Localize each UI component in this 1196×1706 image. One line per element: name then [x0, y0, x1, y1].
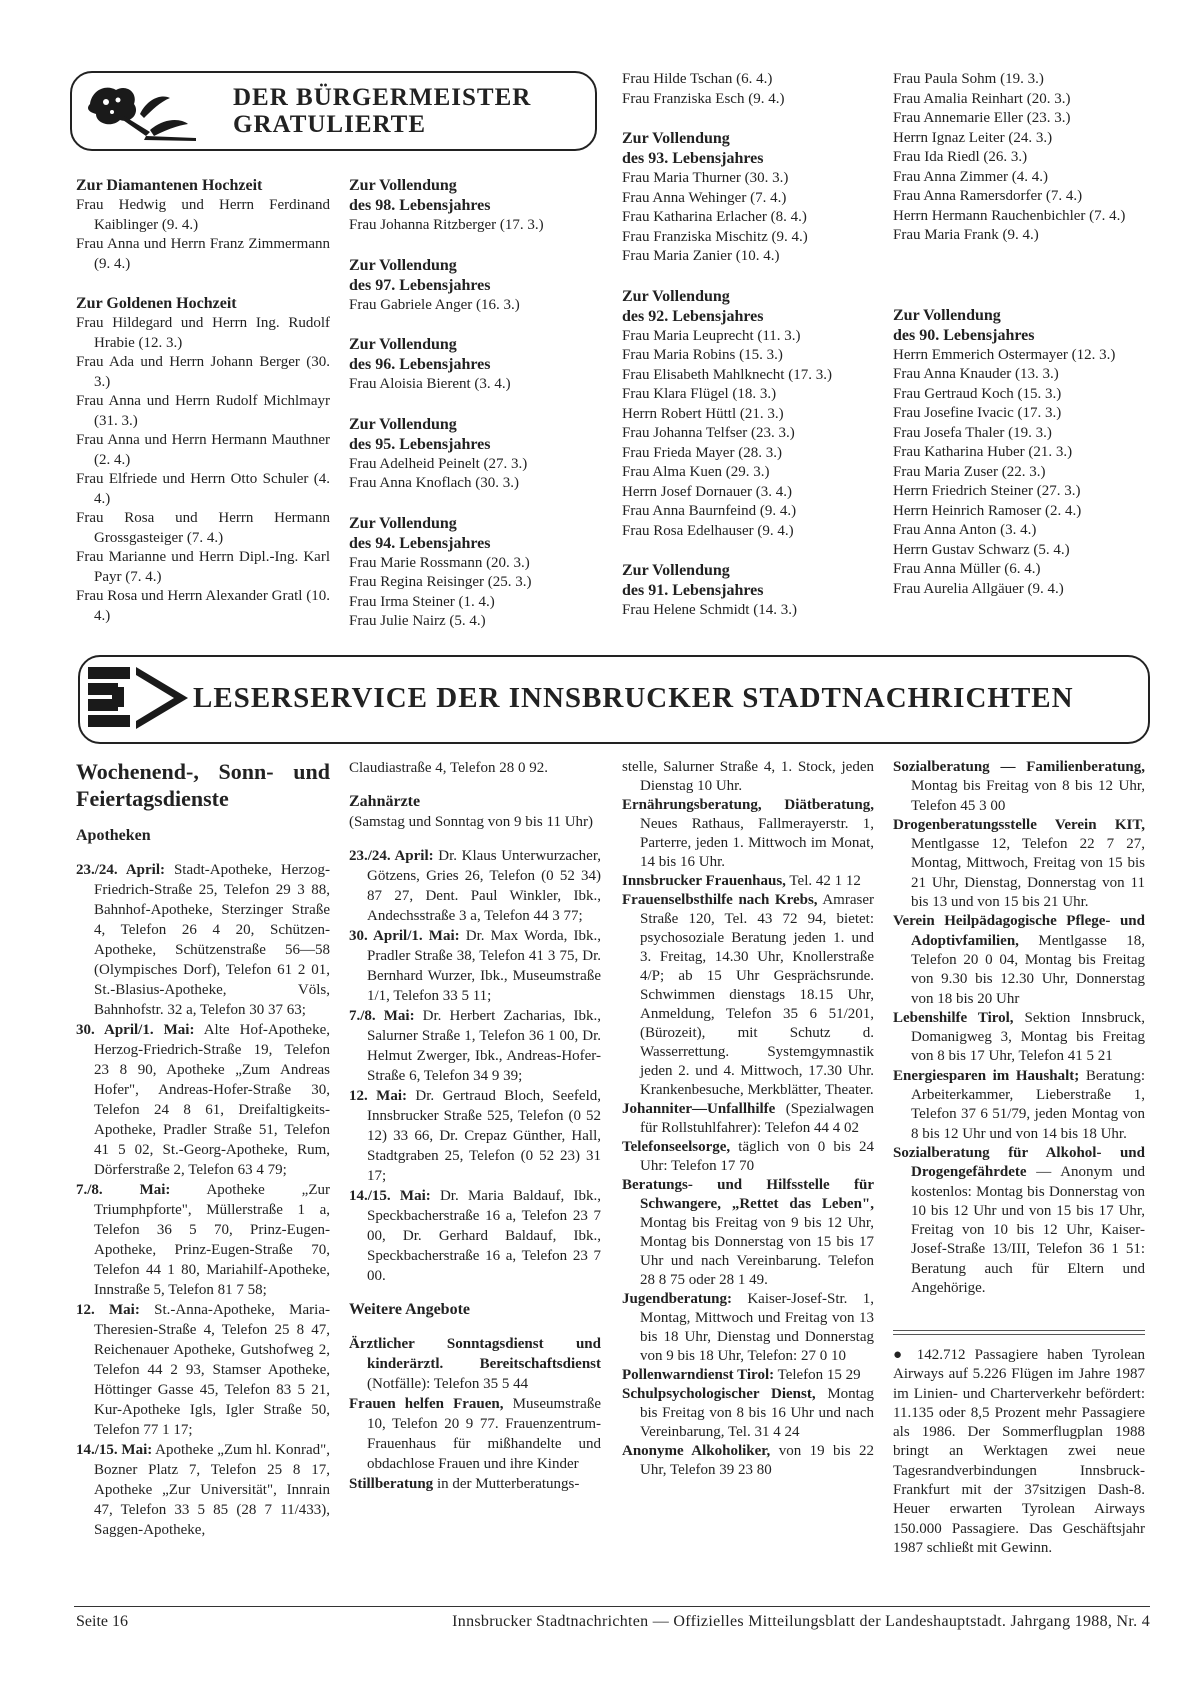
list-item: Frau Aurelia Allgäuer (9. 4.) [893, 580, 1064, 597]
section-heading: des 93. Lebensjahres [622, 150, 764, 167]
column-counselling [622, 758, 874, 1480]
service-entry [76, 860, 330, 1020]
service-entry [76, 1300, 330, 1440]
list-item: Frau Ida Riedl (26. 3.) [893, 149, 1028, 165]
list-item: Herrn Hermann Rauchenbichler (7. 4.) [893, 207, 1126, 224]
list-item: Herrn Ignaz Leiter (24. 3.) [893, 129, 1053, 146]
section-heading: Zur Vollendung [349, 256, 457, 274]
section-heading: des 90. Lebensjahres [893, 326, 1035, 344]
list-item: Frau Maria Leuprecht (11. 3.) [622, 327, 801, 344]
service-entry [622, 891, 874, 1100]
spacer [349, 1286, 601, 1300]
section-heading: des 98. Lebensjahres [349, 197, 491, 214]
section-heading: Zur Vollendung [349, 336, 457, 353]
entry-lead: Verein Heilpädagogische Pflege- und Adoptivfamilien, [893, 913, 1145, 949]
spacer [76, 274, 330, 294]
service-entry [622, 1100, 874, 1138]
spacer [76, 846, 330, 860]
list-item: Frau Rosa Edelhauser (9. 4.) [622, 522, 794, 539]
entry-text: (Notfälle): Telefon 35 5 44 [367, 1376, 529, 1392]
list-item: Frau Maria Zanier (10. 4.) [622, 248, 780, 264]
list-item: Frau Anna Müller (6. 4.) [893, 561, 1041, 577]
service-entry [349, 926, 601, 1006]
entry-text: Dr. Maria Baldauf, Ibk., Speckbacherstraße 16 a, Telefon 23 7 00, Dr. Gerhard Baldauf, Ibk., Speckbacherstraße 16 a, Telefon 23 7 00. [367, 1188, 601, 1284]
entry-text: Apotheke „Zum hl. Konrad", Bozner Platz 7, Telefon 25 8 17, Apotheke „Zur Universität", Innrain 47, Telefon 33 5 85 (28 7 11/433), Saggen-Apotheke, [94, 1442, 331, 1538]
entry-lead: Stillberatung [349, 1476, 434, 1492]
list-item: Frau Elisabeth Mahlknecht (17. 3.) [622, 366, 832, 383]
section-heading: Zur Vollendung [349, 177, 457, 194]
column-birthdays-98-94 [349, 176, 589, 632]
header-title-line2: GRATULIERTE [233, 111, 427, 138]
section-heading: Zur Vollendung [349, 514, 457, 532]
section-heading: Zur Vollendung [349, 415, 457, 433]
service-entry [349, 846, 601, 926]
column-pharmacies [76, 758, 330, 1540]
entry-lead: Schulpsychologischer Dienst, [622, 1386, 816, 1402]
entry-lead: Telefonseelsorge, [622, 1139, 731, 1155]
entry-text: Stadt-Apotheke, Herzog-Friedrich-Straße 25, Telefon 29 3 88, Bahnhof-Apotheke, Sterzinger Straße 4, Telefon 26 4 20, Schützen-Apotheke, Schützenstraße 56—58 (Olympisches Dorf), Telefon 61 2 01, St.-Blasius-Apotheke, Völs, Bahnhofstr. 32 a, Telefon 30 37 63; [94, 862, 330, 1018]
list-item: Frau Marianne und Herrn Dipl.-Ing. Karl Payr (7. 4.) [76, 549, 330, 585]
entry-text: Museumstraße 10, Telefon 20 9 77. Frauenzentrum-Frauenhaus für mißhandelte und obdachlose Frauen und ihre Kinder [367, 1396, 601, 1472]
list-item: Herrn Gustav Schwarz (5. 4.) [893, 541, 1070, 558]
service-entry [893, 1144, 1145, 1298]
service-entry [622, 1366, 874, 1385]
column-weddings [76, 176, 330, 626]
service-entry [622, 796, 874, 872]
entry-lead: Sozialberatung — Familienberatung, [893, 759, 1145, 775]
entry-lead: Drogenberatungsstelle Verein KIT, [893, 816, 1145, 833]
spacer [76, 812, 330, 826]
entry-lead: 30. April/1. Mai: [349, 928, 460, 944]
entry-lead: Frauenselbsthilfe nach Krebs, [622, 892, 818, 908]
page-section-title: Wochenend-, Sonn- und Feiertagsdienste [76, 759, 330, 811]
entry-text: St.-Anna-Apotheke, Maria-Theresien-Straße 4, Telefon 25 8 47, Reichenauer Apotheke, Gutshofweg 2, Telefon 44 2 93, Stamser Apotheke, Höttinger Gasse 45, Telefon 83 5 21, Kur-Apotheke Igls, Igler Straße 50, Telefon 77 1 17; [94, 1302, 330, 1438]
list-item: Frau Regina Reisinger (25. 3.) [349, 574, 532, 590]
entry-text: — Anonym und kostenlos: Montag bis Donnerstag von 10 bis 12 Uhr und von 15 bis 17 Uhr, Freitag von 10 bis 12 Uhr, Kaiser-Josef-Straße 13/III, Telefon 36 1 51: Beratung auch für Eltern und Angehörige. [911, 1164, 1145, 1297]
list-item: Frau Elfriede und Herrn Otto Schuler (4. 4.) [76, 471, 330, 507]
entry-lead: Ärztlicher Sonntagsdienst und kinderärztl. Bereitschaftsdienst [349, 1336, 601, 1372]
list-item: Herrn Emmerich Ostermayer (12. 3.) [893, 346, 1116, 363]
entry-text: Kaiser-Josef-Str. 1, Montag, Mittwoch und Freitag von 13 bis 18 Uhr, Dienstag und Donnerstag von 9 bis 18 Uhr, Telefon: 27 0 10 [640, 1291, 874, 1364]
list-item: Frau Gertraud Koch (15. 3.) [893, 385, 1062, 402]
entry-lead: Energiesparen im Haushalt; [893, 1067, 1080, 1084]
entry-text: Montag bis Freitag von 8 bis 12 Uhr, Telefon 45 3 00 [911, 778, 1145, 814]
subsection-heading: Apotheken [76, 827, 151, 844]
entry-lead: Sozialberatung für Alkohol- und Drogengefährdete [893, 1144, 1145, 1181]
list-item: Frau Adelheid Peinelt (27. 3.) [349, 455, 528, 472]
entry-lead: Anonyme Alkoholiker, [622, 1443, 771, 1459]
list-item: Frau Rosa und Herrn Hermann Grossgasteiger (7. 4.) [76, 510, 330, 546]
entry-text: Amraser Straße 120, Tel. 43 72 94, bietet: psychosoziale Beratung jeden 1. und 3. Freitag, 14.30 Uhr, Knollerstraße 4/P; ab 15 Uhr Gesprächsrunde. Schwimmen dienstags 18.15 Uhr, Anmeldung, Telefon 35 6 51/201, (Bürozeit), mit Schutz d. Wasserrettung. Systemgymnastik jeden 2. und 4. Mittwoch, 17.30 Uhr. Krankenbesuche, Merkblätter, Theater. [640, 892, 874, 1098]
section-heading: Zur Vollendung [622, 130, 730, 147]
spacer [893, 286, 1149, 306]
list-item: Claudiastraße 4, Telefon 28 0 92. [349, 760, 549, 776]
entry-text: Tel. 42 1 12 [785, 873, 861, 889]
list-item: Frau Ada und Herrn Johann Berger (30. 3.) [76, 354, 330, 390]
list-item: Herrn Heinrich Ramoser (2. 4.) [893, 502, 1082, 519]
list-item: Frau Marie Rossmann (20. 3.) [349, 554, 530, 571]
divider [893, 1330, 1145, 1331]
service-entry [76, 1180, 330, 1300]
list-item: Frau Maria Thurner (30. 3.) [622, 170, 789, 186]
spacer [349, 236, 589, 256]
list-item: Frau Anna und Herrn Hermann Mauthner (2. 4.) [76, 432, 330, 468]
footer-rule [74, 1606, 1150, 1607]
service-entry [349, 1394, 601, 1474]
service-entry [622, 872, 874, 891]
list-item: Frau Amalia Reinhart (20. 3.) [893, 90, 1071, 107]
section-heading: des 96. Lebensjahres [349, 356, 491, 373]
entry-lead: 12. Mai: [76, 1302, 140, 1318]
entry-text: Dr. Herbert Zacharias, Ibk., Salurner Straße 1, Telefon 36 1 00, Dr. Helmut Zwerger, Ibk., Andreas-Hofer-Straße 6, Telefon 34 9 39; [367, 1008, 601, 1084]
section-heading: Zur Vollendung [622, 562, 730, 579]
entry-text: Neues Rathaus, Fallmerayerstr. 1, Parterre, jeden 1. Mittwoch im Monat, 14 bis 16 Uhr. [640, 816, 874, 870]
entry-lead: Jugendberatung: [622, 1291, 733, 1307]
spacer [349, 395, 589, 415]
spacer [349, 315, 589, 335]
entry-text: Dr. Max Worda, Ibk., Pradler Straße 38, Telefon 41 3 75, Dr. Bernhard Wurzer, Ibk., Museumstraße 1/1, Telefon 33 5 11; [367, 928, 601, 1004]
list-item: Frau Maria Frank (9. 4.) [893, 227, 1039, 243]
service-entry [893, 758, 1145, 816]
spacer [349, 832, 601, 846]
news-item-tyrolean [893, 1346, 1145, 1558]
entry-lead: Lebenshilfe Tirol, [893, 1009, 1014, 1026]
list-item: Frau Maria Zuser (22. 3.) [893, 463, 1046, 480]
entry-text: Montag bis Freitag von 9 bis 12 Uhr, Montag bis Donnerstag von 15 bis 17 Uhr und nach Vereinbarung. Telefon 28 8 75 oder 28 1 49. [640, 1215, 874, 1288]
list-item: Frau Anna Wehinger (7. 4.) [622, 189, 787, 206]
section-heading: des 94. Lebensjahres [349, 534, 491, 552]
entry-lead: 14./15. Mai: [349, 1188, 431, 1204]
spacer [622, 109, 872, 129]
spacer [622, 541, 872, 561]
list-item: Frau Annemarie Eller (23. 3.) [893, 110, 1071, 126]
list-item: Frau Josefa Thaler (19. 3.) [893, 424, 1052, 441]
entry-lead: 23./24. April: [76, 862, 165, 878]
service-entry [349, 1186, 601, 1286]
list-item: (Samstag und Sonntag von 9 bis 11 Uhr) [349, 814, 594, 830]
entry-text: Sektion Innsbruck, Domanigweg 3, Montag bis Freitag von 8 bis 17 Uhr, Telefon 41 5 21 [911, 1009, 1145, 1065]
service-entry [349, 1086, 601, 1186]
entry-text: täglich von 0 bis 24 Uhr: Telefon 17 70 [640, 1139, 874, 1174]
service-entry [893, 1009, 1145, 1067]
list-item: Frau Josefine Ivacic (17. 3.) [893, 405, 1062, 421]
list-item: Frau Paula Sohm (19. 3.) [893, 71, 1044, 87]
service-entry [622, 1442, 874, 1480]
column-birthdays-93-91 [622, 70, 872, 621]
entry-text: Alte Hof-Apotheke, Herzog-Friedrich-Straße 19, Telefon 23 8 90, Apotheke „Zum Andreas Hofer", Andreas-Hofer-Straße 30, Telefon 24 8 61, Dreifaltigkeits-Apotheke, Pradler Straße 51, Telefon 41 5 02, St.-Georg-Apotheke, Rum, Dörferstraße 2, Telefon 63 4 79; [94, 1022, 330, 1178]
list-item: Frau Franziska Esch (9. 4.) [622, 90, 785, 107]
service-entry [622, 1385, 874, 1442]
section-heading: des 97. Lebensjahres [349, 276, 491, 294]
list-item: Frau Katharina Erlacher (8. 4.) [622, 209, 807, 225]
list-item: Frau Irma Steiner (1. 4.) [349, 593, 495, 610]
list-item: Frau Anna Knoflach (30. 3.) [349, 475, 519, 491]
list-item: Frau Rosa und Herrn Alexander Gratl (10. 4.) [76, 588, 330, 624]
list-item: Herrn Josef Dornauer (3. 4.) [622, 483, 792, 500]
service-entry [76, 1020, 330, 1180]
column-social-services [893, 758, 1145, 1298]
list-item: Frau Anna Zimmer (4. 4.) [893, 168, 1048, 185]
service-entry [893, 912, 1145, 1008]
entry-text: Montag bis Freitag von 8 bis 16 Uhr und nach Vereinbarung, Tel. 31 4 24 [640, 1386, 874, 1440]
section-heading: Zur Goldenen Hochzeit [76, 295, 237, 312]
service-entry [622, 1290, 874, 1366]
spacer [893, 246, 1149, 266]
subsection-heading: Weitere Angebote [349, 1301, 471, 1318]
entry-text: Dr. Gertraud Bloch, Seefeld, Innsbrucker Straße 525, Telefon (0 52 12) 33 66, Dr. Crepaz Günther, Hall, Stadtgraben 25, Telefon (0 52 23) 31 17; [367, 1088, 601, 1184]
spacer [349, 1320, 601, 1334]
service-entry [893, 816, 1145, 912]
list-item: Frau Aloisia Bierent (3. 4.) [349, 376, 511, 392]
spacer [622, 267, 872, 287]
service-entry [349, 1474, 601, 1494]
list-item: Frau Anna und Herrn Rudolf Michlmayr (31. 3.) [76, 393, 330, 429]
service-entry [349, 1334, 601, 1394]
header-title-congratulations [233, 84, 531, 138]
list-item: Frau Hildegard und Herrn Ing. Rudolf Hrabie (12. 3.) [76, 315, 330, 351]
entry-lead: Innsbrucker Frauenhaus, [622, 873, 786, 889]
list-item: Frau Anna Ramersdorfer (7. 4.) [893, 188, 1083, 204]
list-item: Herrn Friedrich Steiner (27. 3.) [893, 483, 1081, 499]
rose-icon [84, 78, 202, 142]
entry-lead: 14./15. Mai: [76, 1442, 153, 1458]
list-item: Frau Maria Robins (15. 3.) [622, 347, 783, 363]
section-heading: des 92. Lebensjahres [622, 307, 764, 325]
header-title-line1: DER BÜRGERMEISTER [233, 84, 532, 111]
entry-text: in der Mutterberatungs- [433, 1476, 580, 1492]
entry-lead: 12. Mai: [349, 1088, 407, 1104]
section-heading: Zur Vollendung [622, 287, 730, 305]
entry-lead: 7./8. Mai: [349, 1008, 415, 1024]
section-heading: des 95. Lebensjahres [349, 435, 491, 453]
entry-text: Dr. Klaus Unterwurzacher, Götzens, Gries 26, Telefon (0 52 34) 87 27, Dent. Paul Winkler, Ibk., Andechsstraße 3 a, Telefon 44 3 77; [367, 848, 601, 924]
entry-text: Mentlgasse 18, Telefon 20 0 04, Montag bis Freitag von 9.30 bis 12.30 Uhr, Donnerstag von 18 bis 20 Uhr [911, 932, 1145, 1007]
service-entry [349, 1006, 601, 1086]
entry-text: Apotheke „Zur Triumphpforte", Müllerstraße 1 a, Telefon 36 5 70, Prinz-Eugen-Apotheke, Prinz-Eugen-Straße 70, Telefon 44 1 80, Mariahilf-Apotheke, Innstraße 5, Telefon 81 7 58; [94, 1182, 330, 1298]
list-item: Frau Anna Baurnfeind (9. 4.) [622, 503, 797, 519]
subsection-heading: Zahnärzte [349, 793, 421, 810]
entry-text: von 19 bis 22 Uhr, Telefon 39 23 80 [640, 1443, 874, 1478]
column-birthdays-90 [893, 70, 1149, 599]
list-item: Frau Johanna Telfser (23. 3.) [622, 425, 795, 441]
entry-text: Mentlgasse 12, Telefon 22 7 27, Montag, Mittwoch, Freitag von 15 bis 21 Uhr, Dienstag, Donnerstag von 11 bis 13 und von 15 bis 21 Uhr. [911, 836, 1145, 911]
news-text: 142.712 Passagiere haben Tyrolean Airways auf 5.226 Flügen im Jahre 1987 im Linien- und Charterverkehr befördert: 11.135 oder 8,5 Prozent mehr Passagiere als 1986. Der Sommerflugplan 1988 bringt an Werktagen zwei neue Tagesrandverbindungen Innsbruck-Frankfurt mit der 37sitzigen Dash-8. Heuer erwarten Tyrolean Airways 150.000 Passagiere. Das Geschäftsjahr 1987 schließt mit Gewinn. [893, 1347, 1146, 1556]
list-item: Frau Alma Kuen (29. 3.) [622, 464, 770, 480]
list-item: Frau Helene Schmidt (14. 3.) [622, 602, 797, 618]
footer-publication: Innsbrucker Stadtnachrichten — Offizielles Mitteilungsblatt der Landeshauptstadt. Jahrgang 1988, Nr. 4 [452, 1613, 1150, 1630]
list-item: Frau Klara Flügel (18. 3.) [622, 386, 777, 402]
list-item: Frau Anna und Herrn Franz Zimmermann (9. 4.) [76, 236, 330, 272]
list-item: Frau Johanna Ritzberger (17. 3.) [349, 217, 544, 233]
section-heading: Zur Vollendung [893, 306, 1001, 324]
list-item: Frau Hilde Tschan (6. 4.) [622, 71, 773, 87]
entry-text: Telefon 15 29 [774, 1367, 861, 1383]
section-heading: des 91. Lebensjahres [622, 582, 764, 599]
entry-lead: 30. April/1. Mai: [76, 1022, 195, 1038]
bullet-icon: ● [893, 1347, 908, 1363]
list-item: Frau Julie Nairz (5. 4.) [349, 613, 486, 629]
entry-lead: Ernährungsberatung, Diätberatung, [622, 797, 874, 813]
page-number: Seite 16 [76, 1613, 128, 1630]
entry-lead: Frauen helfen Frauen, [349, 1396, 504, 1412]
entry-lead: 23./24. April: [349, 848, 434, 864]
list-item: Frau Franziska Mischitz (9. 4.) [622, 228, 808, 245]
entry-lead: Pollenwarndienst Tirol: [622, 1367, 775, 1383]
service-entry [622, 1138, 874, 1176]
entry-lead: Johanniter—Unfallhilfe [622, 1101, 776, 1117]
service-entry [76, 1440, 330, 1540]
header-title-reader-service: LESERSERVICE DER INNSBRUCKER STADTNACHRICHTEN [193, 682, 1074, 714]
entry-lead: Beratungs- und Hilfsstelle für Schwangere, „Rettet das Leben", [622, 1177, 874, 1212]
arrow-logo-icon [88, 665, 190, 731]
list-item: Frau Anna Anton (3. 4.) [893, 522, 1037, 538]
column-dentists [349, 758, 601, 1494]
list-item: Frau Katharina Huber (21. 3.) [893, 444, 1073, 460]
service-entry [893, 1067, 1145, 1144]
list-item: Herrn Robert Hüttl (21. 3.) [622, 405, 784, 422]
list-item: Frau Anna Knauder (13. 3.) [893, 366, 1059, 382]
list-item: Frau Frieda Mayer (28. 3.) [622, 444, 782, 461]
divider [893, 1334, 1145, 1335]
list-item: Frau Gabriele Anger (16. 3.) [349, 296, 520, 313]
entry-text: (Spezialwagen für Rollstuhlfahrer): Telefon 44 4 02 [640, 1101, 874, 1136]
spacer [349, 494, 589, 514]
section-heading: Zur Diamantenen Hochzeit [76, 177, 263, 194]
entry-lead: 7./8. Mai: [76, 1182, 171, 1198]
service-entry [622, 1176, 874, 1290]
spacer [349, 778, 601, 792]
list-item: stelle, Salurner Straße 4, 1. Stock, jeden Dienstag 10 Uhr. [622, 759, 874, 794]
entry-text: Beratung: Arbeiterkammer, Lieberstraße 1, Telefon 37 6 51/79, jeden Montag von 8 bis 12 Uhr und von 14 bis 18 Uhr. [911, 1067, 1145, 1142]
spacer [893, 266, 1149, 286]
list-item: Frau Hedwig und Herrn Ferdinand Kaiblinger (9. 4.) [76, 197, 330, 233]
